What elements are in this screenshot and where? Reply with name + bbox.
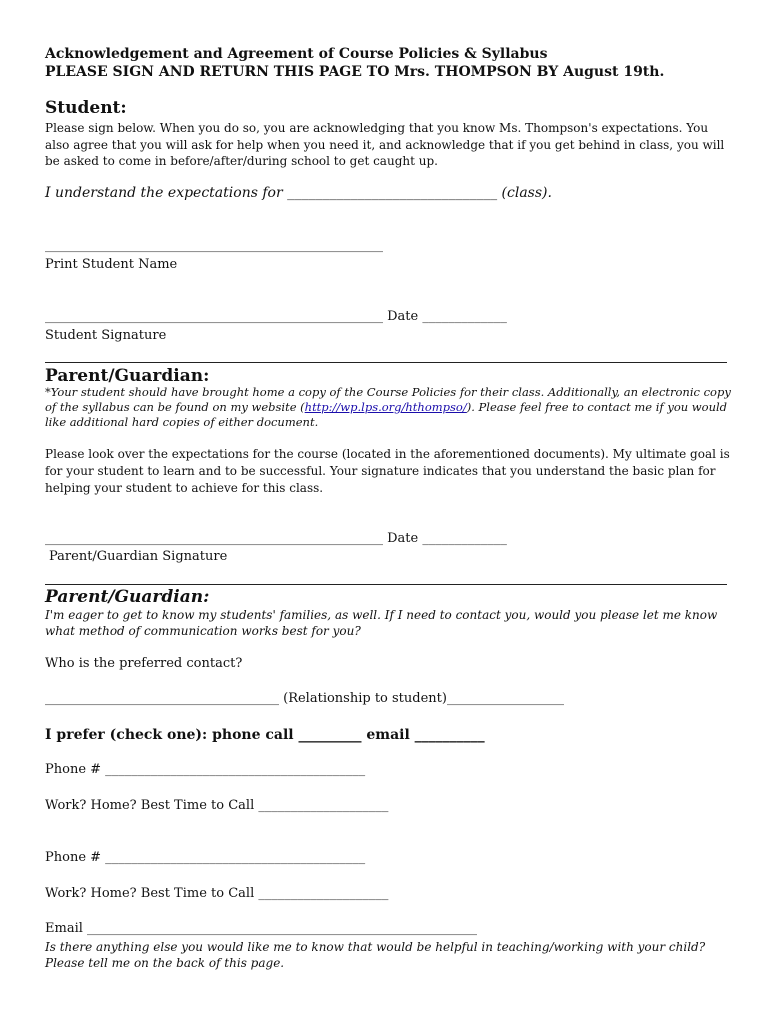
email-field[interactable]: Email ____________________________________________________________ [45, 921, 478, 936]
parent-heading-2: Parent/Guardian: [45, 587, 210, 607]
website-link[interactable]: http://wp.lps.org/hthompso/ [304, 400, 467, 414]
section-divider [45, 584, 727, 585]
print-name-field[interactable]: ____________________________________________________ [45, 238, 383, 253]
student-heading: Student: [45, 98, 127, 118]
student-intro: Please sign below. When you do so, you are acknowledging that you know Ms. Thompson's expectations. You also agree that you will ask for help when you need it, and acknowledge that if you get behind in class, you will be asked to come in before/after/during school to get caught up. [45, 121, 725, 168]
best-time-field-2[interactable]: Work? Home? Best Time to Call ____________________ [45, 886, 389, 901]
document-title: Acknowledgement and Agreement of Course Policies & Syllabus [45, 46, 548, 62]
parent-signature-label: Parent/Guardian Signature [49, 549, 228, 564]
note-text-before: *Your student should have brought home a copy of the Course Policies for their class. Additionally, an electronic copy of the syllabus can be found on my website ( [45, 385, 731, 414]
relationship-field[interactable]: ____________________________________ (Relationship to student)__________________ [45, 691, 564, 706]
expectations-line: I understand the expectations for ______________________________ (class). [45, 185, 552, 201]
contact-intro: I'm eager to get to know my students' families, as well. If I need to contact you, would you please let me know what method of communication works best for you? [45, 608, 718, 638]
parent-signature-field[interactable]: ____________________________________________________ Date _____________ [45, 531, 507, 546]
phone-field-2[interactable]: Phone # ________________________________________ [45, 850, 366, 865]
phone-field-1[interactable]: Phone # ________________________________________ [45, 762, 366, 777]
student-signature-field[interactable]: ____________________________________________________ Date _____________ [45, 309, 507, 324]
note-text-after: ). Please feel free to contact me if you would like additional hard copies of either document. [45, 400, 728, 429]
student-signature-label: Student Signature [45, 328, 167, 343]
syllabus-note [45, 385, 735, 430]
parent-heading-1: Parent/Guardian: [45, 366, 210, 386]
closing-question: Is there anything else you would like me to know that would be helpful in teaching/working with your child? Please tell me on the back of this page. [45, 940, 706, 970]
contact-method-choice[interactable]: I prefer (check one): phone call _________ email __________ [45, 727, 485, 743]
preferred-contact-label: Who is the preferred contact? [45, 656, 243, 671]
section-divider [45, 362, 727, 363]
parent-body-text: Please look over the expectations for the course (located in the aforementioned documents). My ultimate goal is for your student to learn and to be successful. Your signature indicates that you understand the basic plan for helping your student to achieve for this class. [45, 447, 730, 495]
best-time-field-1[interactable]: Work? Home? Best Time to Call ____________________ [45, 798, 389, 813]
return-instruction: PLEASE SIGN AND RETURN THIS PAGE TO Mrs. THOMPSON BY August 19th. [45, 64, 665, 80]
print-name-label: Print Student Name [45, 257, 178, 272]
